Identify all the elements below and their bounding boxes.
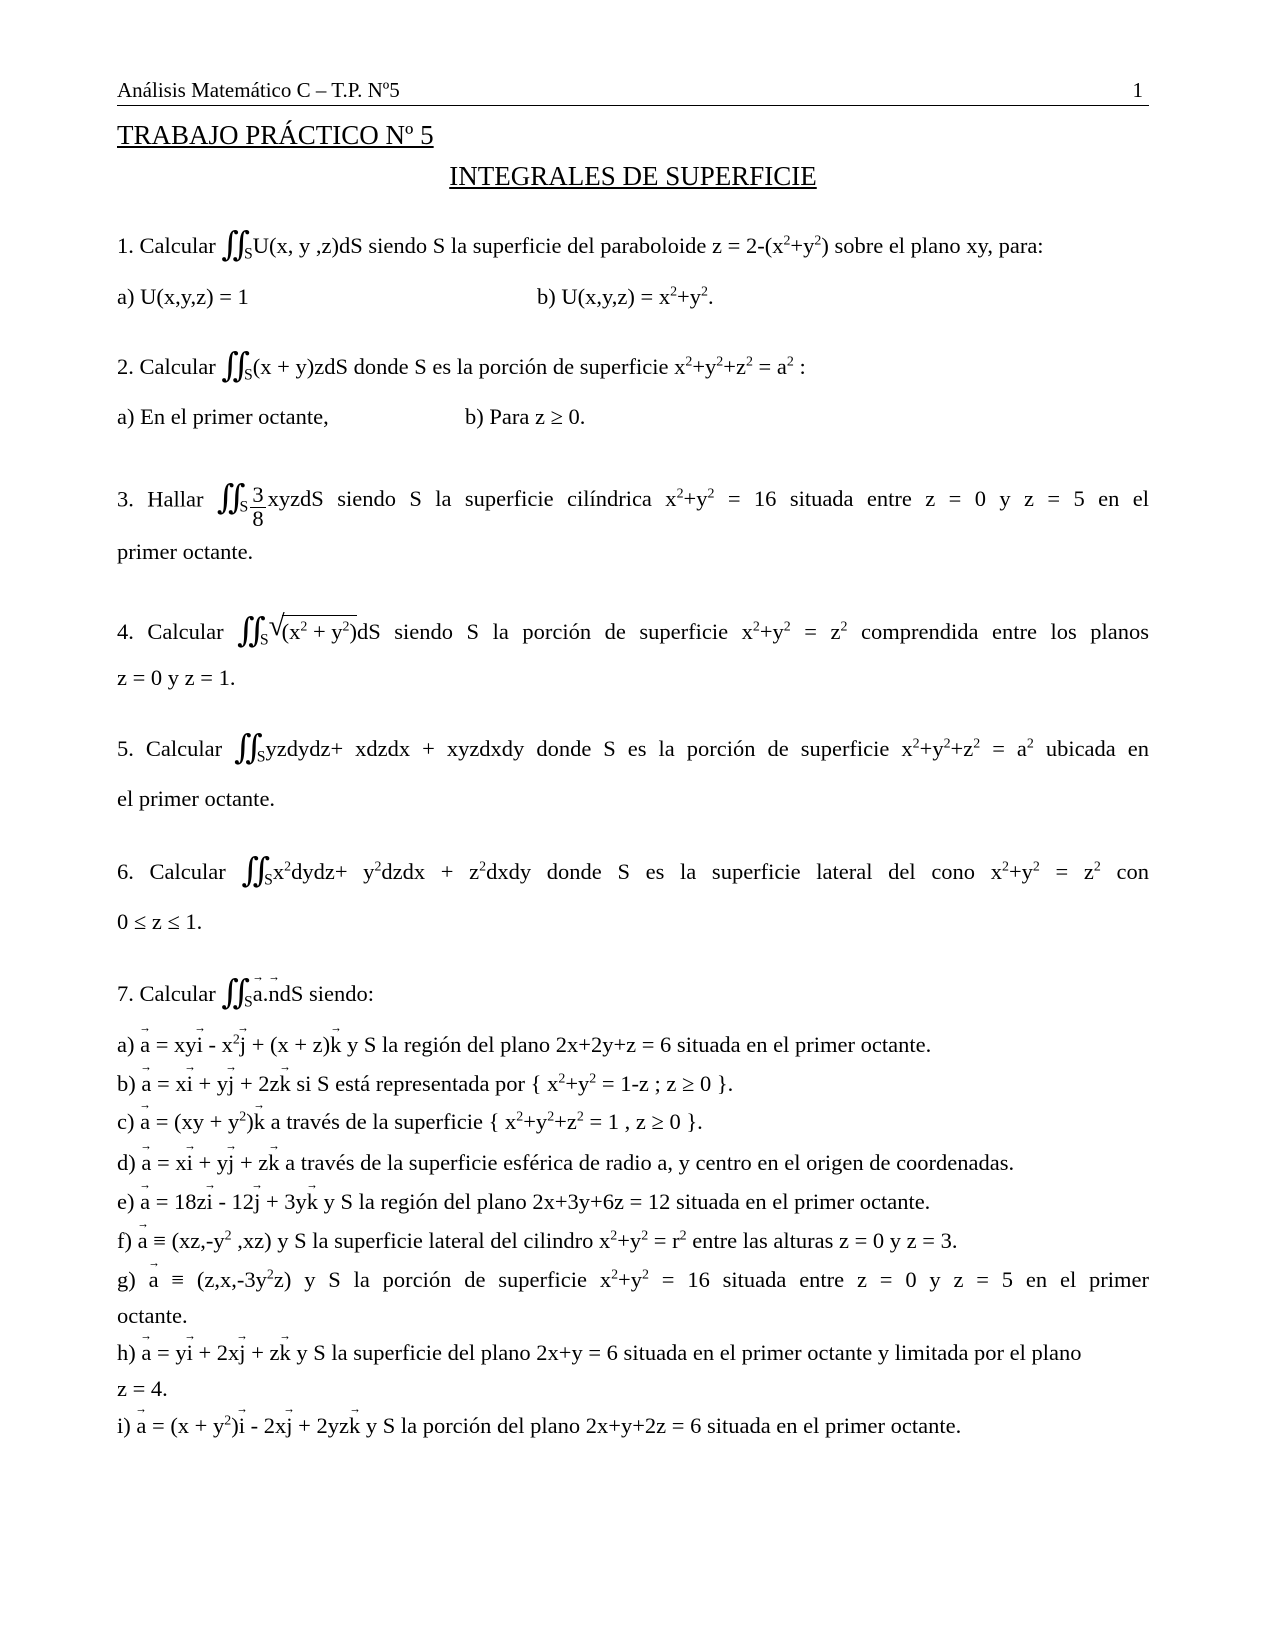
course-title: Análisis Matemático C – T.P. Nº5 xyxy=(117,78,400,102)
problem-7c: $c) \to a = (xy + y^2)\to k$ a través de la superficie { $x^2+y^2+z^2 = 1$ , z ≥ 0 }. xyxy=(117,1108,1149,1135)
document-subtitle: INTEGRALES DE SUPERFICIE xyxy=(449,161,817,191)
problem-3-continued: primer octante. xyxy=(117,539,254,564)
square-root: √ $(x^2 + y^2)$ xyxy=(268,610,357,644)
problem-7e: e) → a = 18z→ i - 12→ j + 3y→ k y S la región del plano 2x+3y+6z = 12 situada en el primer octante. xyxy=(117,1188,1149,1215)
problem-2: 2. Calcular $∬_S(x + y)zdS$ donde S es la porción de superficie $x^2+y^2+z^2 = a^2$ : xyxy=(117,347,806,385)
problem-6: 6. Calcular $∬_Sx^2dydz+$ $y^2dzdx$ + $z^2dxdy$ donde S es la superficie lateral del cono $x^2+y^2 = z^2$ con xyxy=(117,852,1150,890)
page-header xyxy=(117,78,1149,106)
fraction: $\frac{3}{8}$ xyxy=(252,482,264,531)
problem-7a: $a) \to a = xy\to i - x^2\to j + (x + z)\to k$ y S la región del plano 2x+2y+z = 6 situada en el primer octante. xyxy=(117,1031,1149,1058)
double-integral-symbol: ∬ xyxy=(216,480,240,518)
document-title: TRABAJO PRÁCTICO Nº 5 xyxy=(117,120,434,150)
double-integral-symbol: ∬ xyxy=(221,974,245,1012)
problem-2-options: a) En el primer octante, b) Para z ≥ 0. xyxy=(117,404,586,429)
problem-7g: $g) \to a \equiv (z,x,-3y^2z)$ y S la porción de superficie $x^2+y^2 = 16$ situada entre z = 0 y z = 5 en el primer xyxy=(117,1266,1149,1293)
problem-5-continued: el primer octante. xyxy=(117,786,276,811)
problem-5: 5. Calcular $∬_Syzdydz+$ xdzdx + xyzdxdy donde S es la porción de superficie $x^2+y^2+z^2 = a^2$ ubicada en xyxy=(117,729,1150,767)
problem-7h: h) → a = y→ i + 2x→ j + z→ k y S la superficie del plano 2x+y = 6 situada en el primer octante y limitada por el plano xyxy=(117,1339,1149,1366)
page-number: 1 xyxy=(1132,78,1143,102)
double-integral-symbol: ∬ xyxy=(221,347,245,385)
problem-4-continued: z = 0 y z = 1. xyxy=(117,665,236,690)
double-integral-symbol: ∬ xyxy=(241,852,265,890)
problem-7h-continued: z = 4. xyxy=(117,1376,168,1401)
double-integral-symbol: ∬ xyxy=(221,226,245,264)
problem-7: 7. Calcular $∬_S\to a.\to$ ndS siendo: xyxy=(117,980,1149,1007)
problem-6-continued: 0 ≤ z ≤ 1. xyxy=(117,909,203,934)
problem-4: 4. Calcular $∬_S$ √ $(x^2 + y^2)dS$ siendo S la porción de superficie $x^2+y^2 = z^2$ comprendida entre los planos xyxy=(117,610,1150,650)
problem-3: 3. Hallar $∬_S$ $\frac{3}{8}$ xyzdS siendo S la superficie cilíndrica $x^2+y^2 = 16$ situada entre z = 0 y z = 5 en el xyxy=(117,480,1149,531)
problem-1-options: a) U(x,y,z) = 1 b) $U(x,y,z) = x^2+y^2$. xyxy=(117,284,714,309)
document-page xyxy=(117,0,1149,1650)
problem-7f: $f) \to a \equiv (xz,-y^2$ ,xz) y S la superficie lateral del cilindro $x^2+y^2 = r^2$ entre las alturas z = 0 y z = 3. xyxy=(117,1227,1149,1254)
double-integral-symbol: ∬ xyxy=(237,612,260,650)
double-integral-symbol: ∬ xyxy=(234,729,257,767)
problem-7d: d) → a = x→ i + y→ j + z→ k a través de la superficie esférica de radio a, y centro en el origen de coordenadas. xyxy=(117,1149,1149,1176)
problem-7i: $i) \to a = (x + y^2)\to i - 2x\to j + 2yz\to k$ y S la porción del plano 2x+y+2z = 6 situada en el primer octante. xyxy=(117,1412,1149,1439)
problem-7b: b) → a = x→ i + y→ j + 2z→ k si S está representada por { $x^2+y^2 = 1-z$ ; z ≥ 0 }. xyxy=(117,1070,1149,1097)
problem-1: 1. Calcular $∬_SU(x$, y ,z)dS siendo S la superficie del paraboloide $z = 2-(x^2+y^2)$ sobre el plano xy, para: xyxy=(117,226,1044,264)
problem-7g-continued: octante. xyxy=(117,1303,188,1328)
